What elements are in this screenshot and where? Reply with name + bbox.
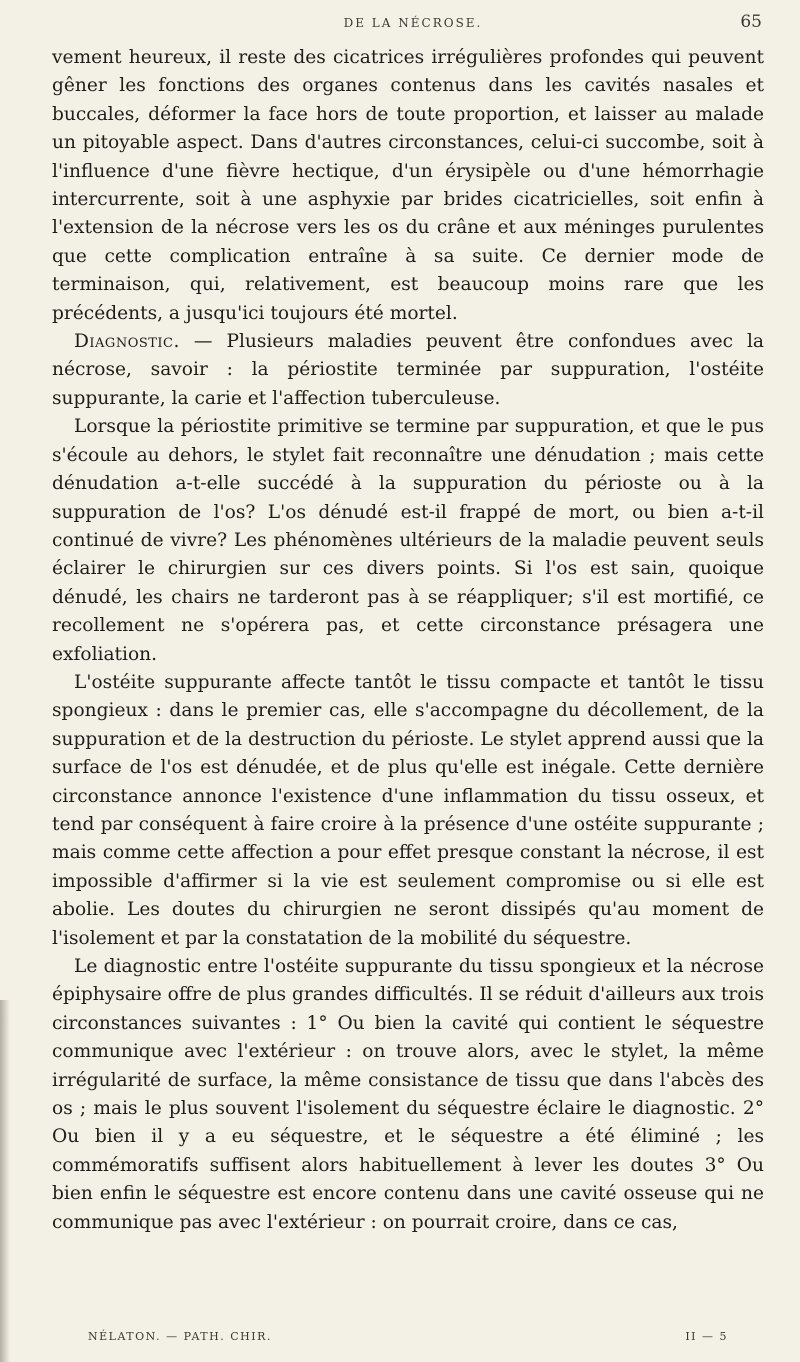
paragraph-epiphyseal: Le diagnostic entre l'ostéite suppurante du tissu spongieux et la nécrose épiphysaire offre de plus grandes difficultés. Il se réduit d'ailleurs aux trois circonstances suivantes : 1° Ou bien la cavité qui contient le séquestre communique avec l'extérieur : on trouve alors, avec le stylet, la même irrégularité de surface, la même consistance de tissu que dans l'abcès des os ; mais le plus souvent l'isolement du séquestre éclaire le diagnostic. 2° Ou bien il y a eu séquestre, et le séquestre a été éliminé ; les commémoratifs suffisent alors habituellement à lever les doutes 3° Ou bien enfin le séquestre est encore contenu dans une cavité osseuse qui ne communique pas avec l'extérieur : on pourrait croire, dans ce cas, — [52, 956, 764, 1233]
footer-signature: II — 5 — [685, 1330, 728, 1343]
running-title: DE LA NÉCROSE. — [343, 16, 483, 30]
paragraph-osteitis: L'ostéite suppurante affecte tantôt le tissu compacte et tantôt le tissu spongieux : dans le premier cas, elle s'accompagne du décollement, de la suppuration et de la destruction du périoste. Le stylet apprend aussi que la surface de l'os est dénudée, et de plus qu'elle est inégale. Cette dernière circonstance annonce l'existence d'une inflammation du tissu osseux, et tend par conséquent à faire croire à la présence d'une ostéite suppurante ; mais comme cette affection a pour effet presque constant la nécrose, il est impossible d'affirmer si la vie est seulement compromise ou si elle est abolie. Les doutes du chirurgien ne seront dissipés qu'au moment de l'isolement et par la constatation de la mobilité du séquestre. — [52, 671, 764, 949]
body-text — [52, 44, 764, 1237]
binding-shadow — [0, 1000, 10, 1362]
running-header — [52, 12, 764, 42]
paragraph-periostitis: Lorsque la périostite primitive se termine par suppuration, et que le pus s'écoule au dehors, le stylet fait reconnaître une dénudation ; mais cette dénudation a-t-elle succédé à la suppuration du périoste ou à la suppuration de l'os? L'os dénudé est-il frappé de mort, ou bien a-t-il continué de vivre? Les phénomènes ultérieurs de la maladie peuvent seuls éclairer le chirurgien sur ces divers points. Si l'os est sain, quoique dénudé, les chairs ne tarderont pas à se réappliquer; s'il est mortifié, ce recollement ne s'opérera pas, et cette circonstance présagera une exfoliation. — [52, 416, 764, 665]
section-heading-diagnostic: Diagnostic. — [74, 331, 180, 353]
footer-author: NÉLATON. — PATH. CHIR. — [88, 1330, 272, 1343]
page-footer — [88, 1330, 728, 1348]
paragraph-prognosis: vement heureux, il reste des cicatrices irrégulières profondes qui peuvent gêner les fonctions des organes contenus dans les cavités nasales et buccales, déformer la face hors de toute proportion, et laisser au malade un pitoyable aspect. Dans d'autres circonstances, celui-ci succombe, soit à l'influence d'une fièvre hectique, d'un érysipèle ou d'une hémorrhagie intercurrente, soit à une asphyxie par brides cicatricielles, soit enfin à l'extension de la nécrose vers les os du crâne et aux méninges purulentes que cette complication entraîne à sa suite. Ce dernier mode de terminaison, qui, relativement, est beaucoup moins rare que les précédents, a jusqu'ici toujours été mortel. — [52, 47, 764, 324]
diagnostic-text: — Plusieurs maladies peuvent être confondues avec la nécrose, savoir : la périostite terminée par suppuration, l'ostéite suppurante, la carie et l'affection tuberculeuse. — [52, 331, 764, 409]
paragraph-diagnostic — [52, 328, 764, 413]
page-number: 65 — [740, 12, 762, 32]
